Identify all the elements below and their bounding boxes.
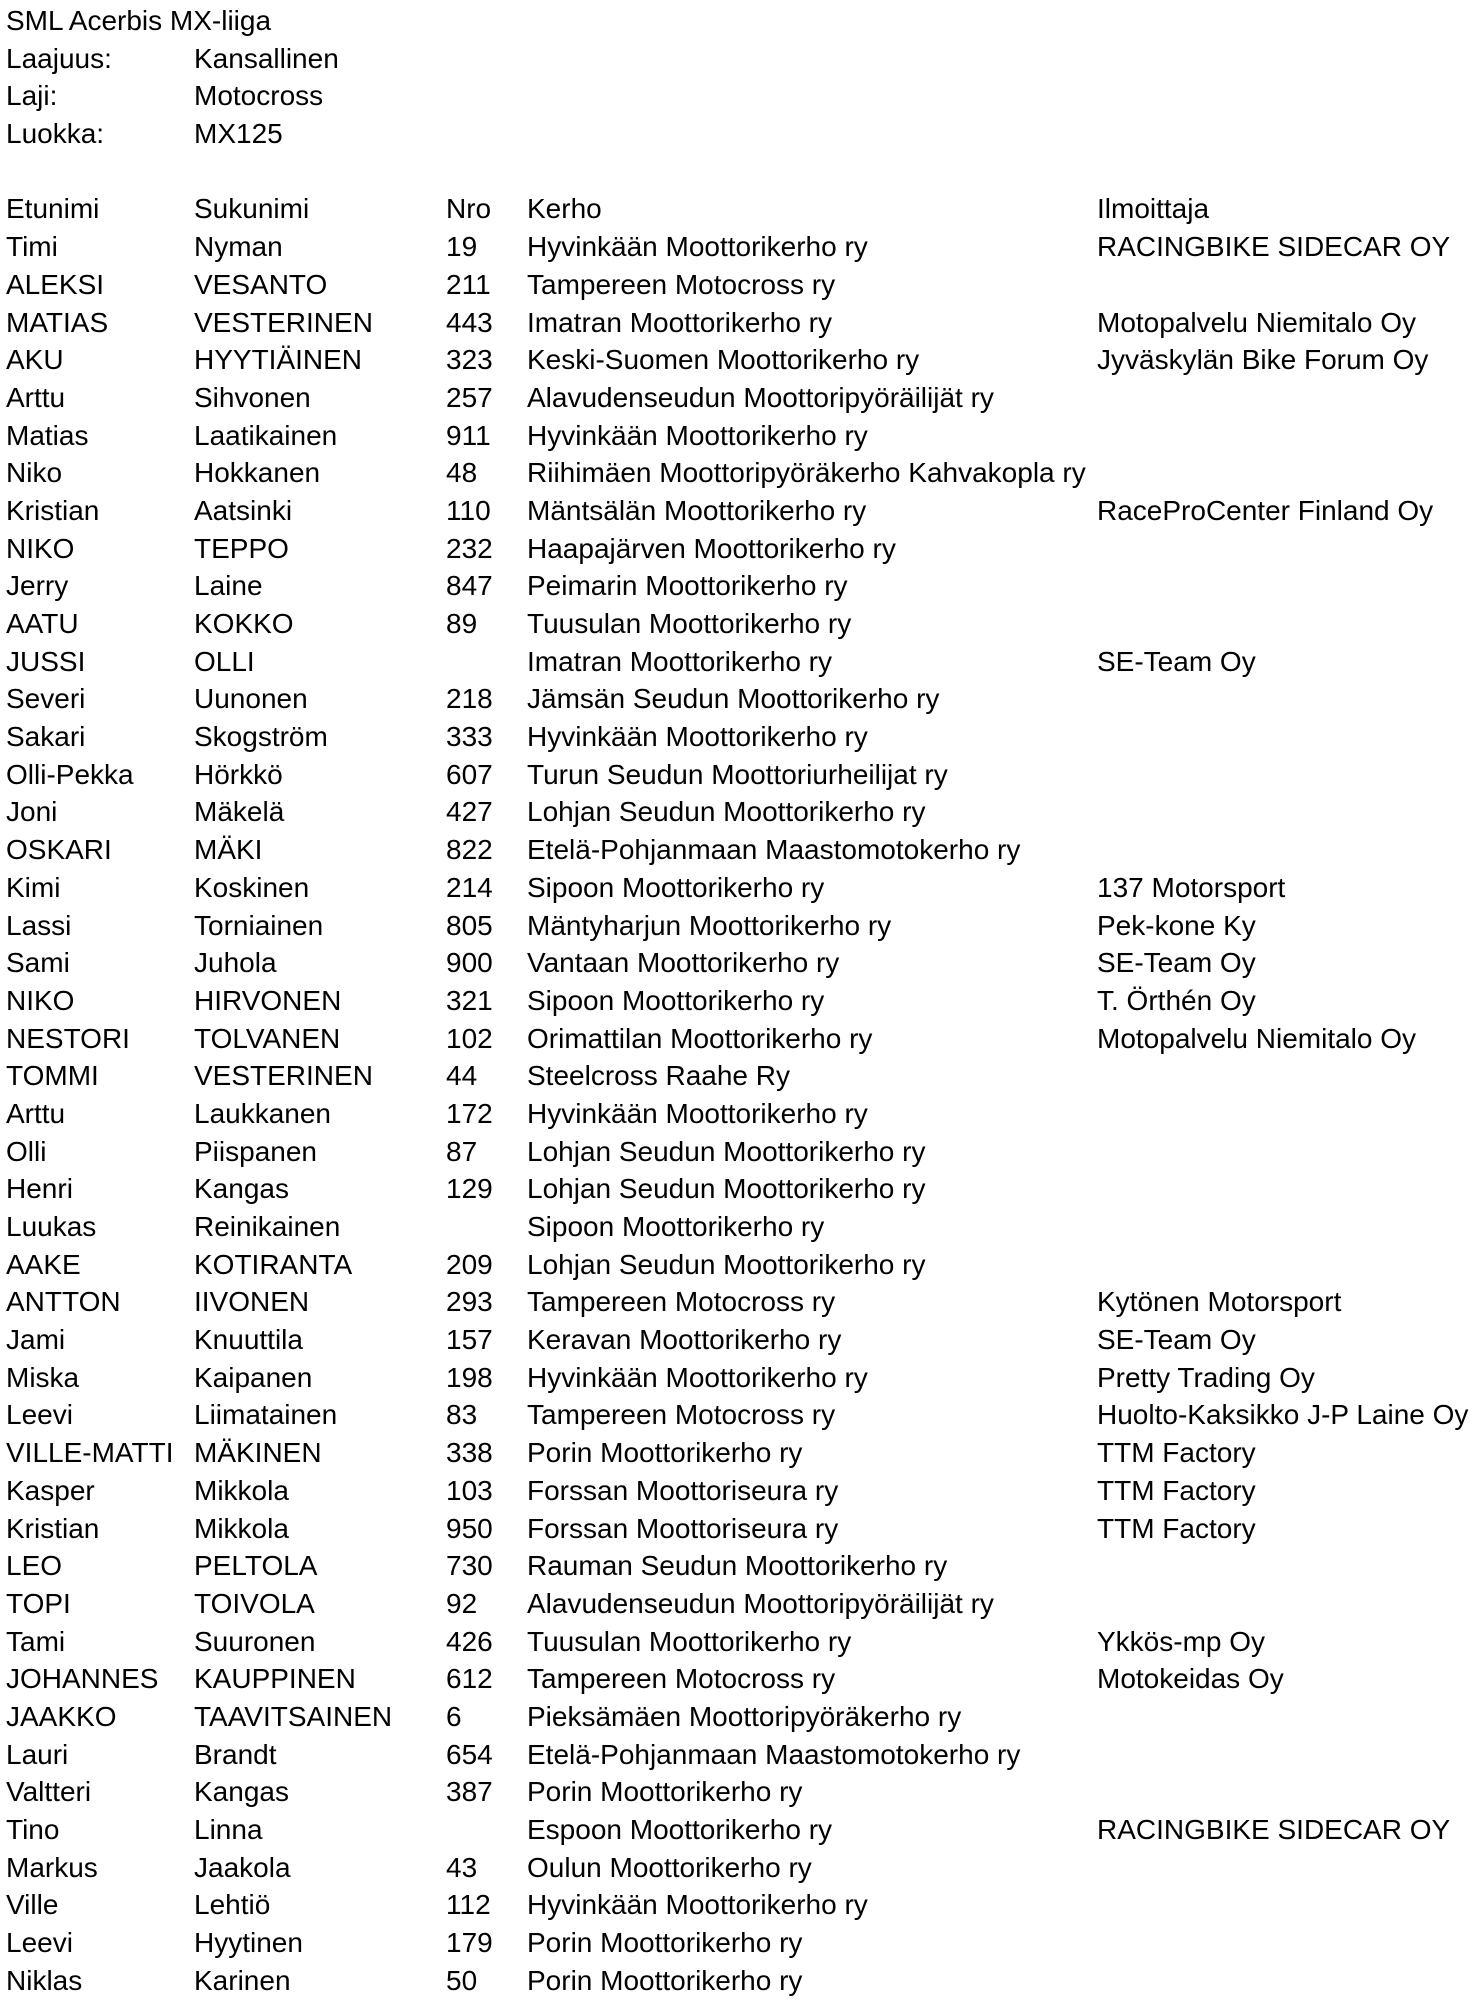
table-row	[6, 1547, 1484, 1585]
sponsor-cell: RACINGBIKE SIDECAR OY	[1097, 1814, 1451, 1845]
number-cell: 43	[446, 1851, 478, 1883]
last-name-cell: HYYTIÄINEN	[194, 344, 363, 376]
table-row	[6, 1962, 1484, 2000]
club-cell: Sipoon Moottorikerho ry	[527, 984, 825, 1016]
table-row	[6, 1095, 1484, 1133]
first-name-cell: Tino	[6, 1814, 60, 1845]
table-row	[6, 907, 1484, 945]
number-cell: 218	[446, 683, 493, 715]
table-header-row	[6, 190, 1484, 228]
last-name-cell: Karinen	[194, 1964, 291, 1996]
number-cell: 232	[446, 532, 493, 564]
meta-value: Kansallinen	[194, 42, 339, 74]
sponsor-cell: Motopalvelu Niemitalo Oy	[1097, 1022, 1417, 1054]
number-cell: 323	[446, 344, 493, 376]
first-name-cell: Lauri	[6, 1738, 69, 1770]
column-header-last-name: Sukunimi	[194, 193, 310, 225]
meta-row-scope	[6, 40, 1484, 78]
club-cell: Porin Moottorikerho ry	[527, 1964, 803, 1996]
table-row	[6, 1020, 1484, 1058]
club-cell: Jämsän Seudun Moottorikerho ry	[527, 683, 940, 715]
number-cell: 50	[446, 1964, 478, 1996]
sponsor-cell: SE-Team Oy	[1097, 645, 1256, 677]
sponsor-cell: RaceProCenter Finland Oy	[1097, 494, 1434, 526]
first-name-cell: Joni	[6, 796, 58, 828]
first-name-cell: OSKARI	[6, 834, 112, 866]
first-name-cell: AATU	[6, 608, 79, 639]
table-row	[6, 492, 1484, 530]
table-row	[6, 1811, 1484, 1849]
number-cell: 607	[446, 758, 493, 790]
club-cell: Etelä-Pohjanmaan Maastomotokerho ry	[527, 1738, 1021, 1770]
last-name-cell: Mäkelä	[194, 796, 285, 828]
last-name-cell: Skogström	[194, 721, 328, 753]
club-cell: Etelä-Pohjanmaan Maastomotokerho ry	[527, 834, 1021, 866]
sponsor-cell: RACINGBIKE SIDECAR OY	[1097, 231, 1451, 263]
number-cell: 89	[446, 608, 478, 639]
sponsor-cell: T. Örthén Oy	[1097, 984, 1256, 1016]
last-name-cell: Koskinen	[194, 871, 310, 903]
last-name-cell: Knuuttila	[194, 1324, 303, 1356]
first-name-cell: ANTTON	[6, 1286, 121, 1318]
number-cell: 83	[446, 1399, 478, 1431]
sponsor-cell: Huolto-Kaksikko J-P Laine Oy	[1097, 1399, 1469, 1431]
club-cell: Sipoon Moottorikerho ry	[527, 871, 825, 903]
table-row	[6, 1321, 1484, 1359]
sponsor-cell: SE-Team Oy	[1097, 1324, 1256, 1356]
first-name-cell: Tami	[6, 1625, 66, 1657]
column-header-club: Kerho	[527, 193, 602, 225]
last-name-cell: KOTIRANTA	[194, 1248, 353, 1280]
first-name-cell: Henri	[6, 1173, 73, 1205]
club-cell: Lohjan Seudun Moottorikerho ry	[527, 796, 926, 828]
number-cell: 102	[446, 1022, 493, 1054]
last-name-cell: Liimatainen	[194, 1399, 338, 1431]
number-cell: 6	[446, 1700, 462, 1732]
number-cell: 257	[446, 381, 493, 413]
table-row	[6, 793, 1484, 831]
number-cell: 900	[446, 947, 493, 979]
number-cell: 387	[446, 1776, 493, 1808]
last-name-cell: Juhola	[194, 947, 277, 979]
table-row	[6, 1170, 1484, 1208]
table-row	[6, 1133, 1484, 1171]
club-cell: Keravan Moottorikerho ry	[527, 1324, 842, 1356]
table-row	[6, 1660, 1484, 1698]
first-name-cell: Arttu	[6, 1097, 66, 1129]
first-name-cell: Timi	[6, 231, 58, 263]
first-name-cell: Kasper	[6, 1474, 95, 1506]
number-cell: 48	[446, 457, 478, 489]
number-cell: 427	[446, 796, 493, 828]
last-name-cell: Sihvonen	[194, 381, 311, 413]
number-cell: 214	[446, 871, 493, 903]
first-name-cell: JAAKKO	[6, 1700, 117, 1732]
club-cell: Alavudenseudun Moottoripyöräilijät ry	[527, 381, 994, 413]
number-cell: 847	[446, 570, 493, 602]
table-row	[6, 1396, 1484, 1434]
first-name-cell: Arttu	[6, 381, 66, 413]
sponsor-cell: TTM Factory	[1097, 1512, 1256, 1544]
first-name-cell: Kimi	[6, 871, 61, 903]
number-cell: 19	[446, 231, 478, 263]
club-cell: Hyvinkään Moottorikerho ry	[527, 721, 868, 753]
last-name-cell: Hokkanen	[194, 457, 321, 489]
number-cell: 92	[446, 1587, 478, 1619]
table-row	[6, 266, 1484, 304]
table-row	[6, 304, 1484, 342]
first-name-cell: Niklas	[6, 1964, 83, 1996]
sponsor-cell: TTM Factory	[1097, 1474, 1256, 1506]
last-name-cell: Aatsinki	[194, 494, 293, 526]
table-row	[6, 1434, 1484, 1472]
last-name-cell: Kangas	[194, 1173, 289, 1205]
first-name-cell: JUSSI	[6, 645, 86, 677]
table-row	[6, 756, 1484, 794]
sponsor-cell: SE-Team Oy	[1097, 947, 1256, 979]
club-cell: Hyvinkään Moottorikerho ry	[527, 1097, 868, 1129]
number-cell: 443	[446, 306, 493, 338]
last-name-cell: Piispanen	[194, 1135, 317, 1167]
first-name-cell: Jerry	[6, 570, 69, 602]
club-cell: Keski-Suomen Moottorikerho ry	[527, 344, 920, 376]
table-row	[6, 1698, 1484, 1736]
number-cell: 911	[446, 419, 491, 451]
sponsor-cell: Motopalvelu Niemitalo Oy	[1097, 306, 1417, 338]
table-row	[6, 831, 1484, 869]
last-name-cell: Mikkola	[194, 1512, 289, 1544]
sponsor-cell: TTM Factory	[1097, 1437, 1256, 1469]
table-row	[6, 869, 1484, 907]
sheet-title: SML Acerbis MX-liiga	[6, 5, 272, 36]
club-cell: Lohjan Seudun Moottorikerho ry	[527, 1248, 926, 1280]
column-header-number: Nro	[446, 193, 492, 225]
meta-value: MX125	[194, 118, 283, 150]
first-name-cell: Severi	[6, 683, 86, 715]
club-cell: Tampereen Motocross ry	[527, 268, 836, 300]
last-name-cell: PELTOLA	[194, 1550, 318, 1582]
table-row	[6, 1510, 1484, 1548]
number-cell: 103	[446, 1474, 493, 1506]
number-cell: 612	[446, 1663, 493, 1695]
first-name-cell: Olli	[6, 1135, 47, 1167]
first-name-cell: Kristian	[6, 494, 100, 526]
club-cell: Alavudenseudun Moottoripyöräilijät ry	[527, 1587, 994, 1619]
column-header-first-name: Etunimi	[6, 193, 100, 225]
table-row	[6, 228, 1484, 266]
last-name-cell: Hyytinen	[194, 1927, 303, 1959]
number-cell: 112	[446, 1889, 491, 1921]
table-row	[6, 982, 1484, 1020]
sponsor-cell: Motokeidas Oy	[1097, 1663, 1284, 1695]
table-row	[6, 1585, 1484, 1623]
sponsor-cell: 137 Motorsport	[1097, 871, 1286, 903]
number-cell: 426	[446, 1625, 493, 1657]
table-row	[6, 1623, 1484, 1661]
first-name-cell: NESTORI	[6, 1022, 130, 1054]
sponsor-cell: Jyväskylän Bike Forum Oy	[1097, 344, 1429, 376]
club-cell: Porin Moottorikerho ry	[527, 1927, 803, 1959]
first-name-cell: NIKO	[6, 984, 75, 1016]
table-row	[6, 567, 1484, 605]
last-name-cell: Laatikainen	[194, 419, 338, 451]
club-cell: Tampereen Motocross ry	[527, 1286, 836, 1318]
table-row	[6, 605, 1484, 643]
club-cell: Hyvinkään Moottorikerho ry	[527, 1361, 868, 1393]
first-name-cell: Lassi	[6, 909, 72, 941]
last-name-cell: Suuronen	[194, 1625, 316, 1657]
last-name-cell: Jaakola	[194, 1851, 291, 1883]
sponsor-cell: Ykkös-mp Oy	[1097, 1625, 1266, 1657]
first-name-cell: Kristian	[6, 1512, 100, 1544]
last-name-cell: Nyman	[194, 231, 283, 263]
number-cell: 44	[446, 1060, 478, 1092]
first-name-cell: TOMMI	[6, 1060, 99, 1092]
last-name-cell: Lehtiö	[194, 1889, 271, 1921]
number-cell: 87	[446, 1135, 478, 1167]
last-name-cell: HIRVONEN	[194, 984, 342, 1016]
table-body	[6, 228, 1484, 1999]
table-row	[6, 1924, 1484, 1962]
first-name-cell: LEO	[6, 1550, 63, 1582]
number-cell: 209	[446, 1248, 493, 1280]
table-row	[6, 1849, 1484, 1887]
club-cell: Tampereen Motocross ry	[527, 1399, 836, 1431]
column-header-sponsor: Ilmoittaja	[1097, 193, 1210, 225]
meta-label: Laajuus:	[6, 42, 112, 74]
number-cell: 338	[446, 1437, 493, 1469]
meta-row-class	[6, 115, 1484, 153]
sponsor-cell: Kytönen Motorsport	[1097, 1286, 1342, 1318]
first-name-cell: NIKO	[6, 532, 75, 564]
number-cell: 293	[446, 1286, 493, 1318]
number-cell: 805	[446, 909, 493, 941]
club-cell: Hyvinkään Moottorikerho ry	[527, 231, 868, 263]
number-cell: 110	[446, 494, 491, 526]
last-name-cell: Kaipanen	[194, 1361, 313, 1393]
table-row	[6, 379, 1484, 417]
first-name-cell: Markus	[6, 1851, 98, 1883]
club-cell: Forssan Moottoriseura ry	[527, 1512, 839, 1544]
club-cell: Hyvinkään Moottorikerho ry	[527, 1889, 868, 1921]
number-cell: 730	[446, 1550, 493, 1582]
first-name-cell: JOHANNES	[6, 1663, 159, 1695]
first-name-cell: Matias	[6, 419, 89, 451]
club-cell: Oulun Moottorikerho ry	[527, 1851, 812, 1883]
table-row	[6, 1472, 1484, 1510]
last-name-cell: Reinikainen	[194, 1211, 341, 1242]
table-row	[6, 643, 1484, 681]
number-cell: 333	[446, 721, 493, 753]
last-name-cell: Hörkkö	[194, 758, 283, 790]
number-cell: 172	[446, 1097, 493, 1129]
table-row	[6, 417, 1484, 455]
first-name-cell: Jami	[6, 1324, 66, 1356]
club-cell: Lohjan Seudun Moottorikerho ry	[527, 1135, 926, 1167]
table-row	[6, 1359, 1484, 1397]
first-name-cell: Niko	[6, 457, 63, 489]
table-row	[6, 454, 1484, 492]
club-cell: Orimattilan Moottorikerho ry	[527, 1022, 873, 1054]
club-cell: Vantaan Moottorikerho ry	[527, 947, 840, 979]
first-name-cell: Miska	[6, 1361, 80, 1393]
last-name-cell: IIVONEN	[194, 1286, 310, 1318]
first-name-cell: Leevi	[6, 1927, 73, 1959]
club-cell: Porin Moottorikerho ry	[527, 1437, 803, 1469]
first-name-cell: VILLE-MATTI	[6, 1437, 174, 1469]
number-cell: 654	[446, 1738, 493, 1770]
number-cell: 822	[446, 834, 493, 866]
last-name-cell: VESTERINEN	[194, 1060, 373, 1092]
number-cell: 211	[446, 268, 491, 300]
last-name-cell: Brandt	[194, 1738, 277, 1770]
first-name-cell: Valtteri	[6, 1776, 92, 1808]
last-name-cell: Kangas	[194, 1776, 289, 1808]
club-cell: Imatran Moottorikerho ry	[527, 645, 832, 677]
club-cell: Forssan Moottoriseura ry	[527, 1474, 839, 1506]
last-name-cell: VESANTO	[194, 268, 328, 300]
last-name-cell: TEPPO	[194, 532, 289, 564]
last-name-cell: MÄKI	[194, 834, 263, 866]
last-name-cell: Laine	[194, 570, 263, 602]
club-cell: Pieksämäen Moottoripyöräkerho ry	[527, 1700, 962, 1732]
club-cell: Tuusulan Moottorikerho ry	[527, 1625, 852, 1657]
table-row	[6, 1283, 1484, 1321]
number-cell: 321	[446, 984, 493, 1016]
table-row	[6, 530, 1484, 568]
last-name-cell: Mikkola	[194, 1474, 289, 1506]
last-name-cell: TAAVITSAINEN	[194, 1700, 393, 1732]
spreadsheet	[6, 2, 1484, 1999]
club-cell: Espoon Moottorikerho ry	[527, 1814, 833, 1845]
table-row	[6, 1773, 1484, 1811]
table-row	[6, 1208, 1484, 1246]
club-cell: Lohjan Seudun Moottorikerho ry	[527, 1173, 926, 1205]
first-name-cell: Olli-Pekka	[6, 758, 134, 790]
first-name-cell: Leevi	[6, 1399, 73, 1431]
club-cell: Tampereen Motocross ry	[527, 1663, 836, 1695]
number-cell: 157	[446, 1324, 493, 1356]
meta-label: Laji:	[6, 80, 58, 112]
last-name-cell: MÄKINEN	[194, 1437, 322, 1469]
table-row	[6, 1736, 1484, 1774]
club-cell: Porin Moottorikerho ry	[527, 1776, 803, 1808]
last-name-cell: TOLVANEN	[194, 1022, 341, 1054]
meta-value: Motocross	[194, 80, 324, 112]
meta-label: Luokka:	[6, 118, 105, 150]
first-name-cell: AAKE	[6, 1248, 81, 1280]
sheet-title-row	[6, 2, 1484, 40]
club-cell: Steelcross Raahe Ry	[527, 1060, 791, 1092]
first-name-cell: Ville	[6, 1889, 59, 1921]
club-cell: Riihimäen Moottoripyöräkerho Kahvakopla ry	[527, 457, 1086, 489]
last-name-cell: KOKKO	[194, 608, 294, 639]
club-cell: Sipoon Moottorikerho ry	[527, 1211, 825, 1242]
last-name-cell: Laukkanen	[194, 1097, 332, 1129]
club-cell: Tuusulan Moottorikerho ry	[527, 608, 852, 639]
number-cell: 198	[446, 1361, 493, 1393]
table-row	[6, 341, 1484, 379]
first-name-cell: AKU	[6, 344, 64, 376]
first-name-cell: Sami	[6, 947, 70, 979]
table-row	[6, 1886, 1484, 1924]
blank-row	[6, 153, 1484, 191]
last-name-cell: KAUPPINEN	[194, 1663, 356, 1695]
table-row	[6, 680, 1484, 718]
first-name-cell: Sakari	[6, 721, 86, 753]
number-cell: 129	[446, 1173, 493, 1205]
club-cell: Imatran Moottorikerho ry	[527, 306, 832, 338]
club-cell: Mäntyharjun Moottorikerho ry	[527, 909, 892, 941]
number-cell: 179	[446, 1927, 493, 1959]
club-cell: Mäntsälän Moottorikerho ry	[527, 494, 867, 526]
last-name-cell: VESTERINEN	[194, 306, 373, 338]
club-cell: Rauman Seudun Moottorikerho ry	[527, 1550, 948, 1582]
table-row	[6, 1246, 1484, 1284]
last-name-cell: TOIVOLA	[194, 1587, 315, 1619]
meta-row-sport	[6, 77, 1484, 115]
first-name-cell: MATIAS	[6, 306, 109, 338]
table-row	[6, 1057, 1484, 1095]
table-row	[6, 944, 1484, 982]
club-cell: Hyvinkään Moottorikerho ry	[527, 419, 868, 451]
first-name-cell: Luukas	[6, 1211, 97, 1242]
first-name-cell: ALEKSI	[6, 268, 105, 300]
sponsor-cell: Pek-kone Ky	[1097, 909, 1256, 941]
last-name-cell: Linna	[194, 1814, 263, 1845]
club-cell: Haapajärven Moottorikerho ry	[527, 532, 896, 564]
sponsor-cell: Pretty Trading Oy	[1097, 1361, 1315, 1393]
last-name-cell: Torniainen	[194, 909, 324, 941]
number-cell: 950	[446, 1512, 493, 1544]
last-name-cell: Uunonen	[194, 683, 308, 715]
last-name-cell: OLLI	[194, 645, 255, 677]
table-row	[6, 718, 1484, 756]
club-cell: Turun Seudun Moottoriurheilijat ry	[527, 758, 948, 790]
first-name-cell: TOPI	[6, 1587, 71, 1619]
club-cell: Peimarin Moottorikerho ry	[527, 570, 848, 602]
